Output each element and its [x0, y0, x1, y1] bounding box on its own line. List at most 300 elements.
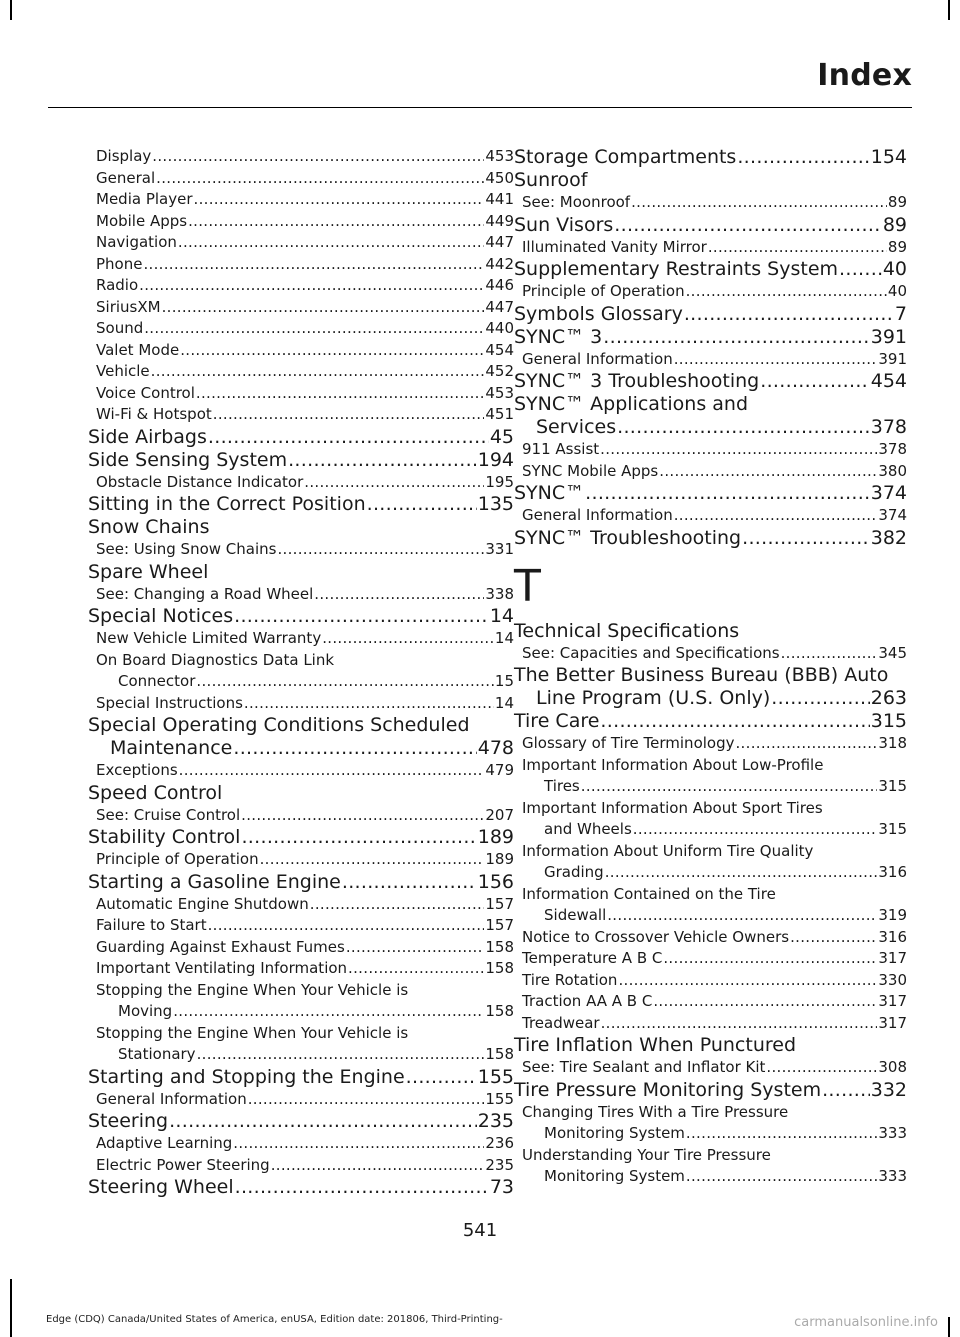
entry-label: Glossary of Tire Terminology	[522, 734, 735, 752]
index-heading: SYNC™ Applications and	[514, 393, 749, 415]
edition-footer: Edge (CDQ) Canada/United States of America, enUSA, Edition date: 201806, Third-Printing-	[46, 1314, 503, 1325]
entry-label: Voice Control	[96, 383, 195, 402]
index-subentry[interactable]	[514, 733, 907, 755]
page-ref[interactable]: 378	[878, 440, 907, 458]
index-subentry[interactable]	[514, 948, 907, 970]
page-ref[interactable]: 194	[477, 448, 514, 471]
index-subentry[interactable]	[514, 1123, 907, 1145]
index-subentry[interactable]	[514, 1013, 907, 1035]
dot-leader	[235, 1176, 489, 1199]
entry-label: Guarding Against Exhaust Fumes	[96, 937, 345, 956]
page-ref[interactable]: 454	[870, 370, 907, 392]
index-subentry[interactable]	[514, 505, 907, 527]
page-ref[interactable]: 315	[878, 777, 907, 795]
page-ref[interactable]: 447	[485, 297, 514, 316]
page-ref[interactable]: 207	[485, 805, 514, 824]
page-ref[interactable]: 382	[870, 526, 907, 549]
entry-label: Side Sensing System	[88, 448, 288, 471]
entry-label: Stationary	[118, 1045, 196, 1063]
index-subentry[interactable]	[88, 693, 514, 715]
index-entry[interactable]	[514, 303, 907, 326]
entry-label: Storage Compartments	[514, 146, 737, 168]
entry-label: See: Moonroof	[522, 193, 631, 211]
page-ref[interactable]: 158	[485, 937, 514, 956]
entry-label: and Wheels	[544, 820, 632, 838]
index-entry[interactable]	[514, 710, 907, 733]
entry-label: SYNC™ 3	[514, 325, 603, 348]
entry-label: Illuminated Vanity Mirror	[522, 237, 707, 256]
entry-label: Sitting in the Correct Position	[88, 493, 366, 515]
index-entry[interactable]	[514, 370, 907, 393]
page-ref[interactable]: 453	[485, 147, 514, 165]
dot-leader	[151, 361, 485, 383]
entry-label: See: Cruise Control	[96, 805, 241, 824]
entry-label: Special Instructions	[96, 693, 243, 712]
entry-label: Exceptions	[96, 761, 178, 779]
header-divider	[48, 107, 912, 108]
index-subentry[interactable]	[88, 472, 514, 494]
index-subentry[interactable]	[514, 819, 907, 841]
index-subentry[interactable]	[514, 970, 907, 992]
entry-label: See: Using Snow Chains	[96, 540, 277, 558]
index-subentry[interactable]	[88, 297, 514, 319]
entry-label: 911 Assist	[522, 440, 600, 458]
page-ref[interactable]: 331	[485, 540, 514, 558]
dot-leader	[314, 584, 484, 606]
entry-label: New Vehicle Limited Warranty	[96, 629, 322, 647]
index-subheading: Stopping the Engine When Your Vehicle is	[96, 980, 409, 999]
index-entry[interactable]	[88, 826, 514, 849]
index-subentry[interactable]	[88, 937, 514, 959]
page-ref[interactable]: 235	[485, 1155, 514, 1174]
dot-leader	[244, 693, 494, 715]
index-subentry[interactable]	[514, 643, 907, 665]
index-entry[interactable]	[88, 426, 514, 449]
dot-leader	[208, 426, 489, 449]
entry-label: General	[96, 168, 156, 187]
entry-label: Principle of Operation	[96, 850, 259, 868]
entry-label: Automatic Engine Shutdown	[96, 894, 309, 913]
dot-leader	[194, 189, 485, 211]
index-entry[interactable]	[88, 1110, 514, 1133]
index-subentry[interactable]	[88, 760, 514, 782]
page-ref[interactable]: 333	[878, 1124, 907, 1142]
entry-label: Starting a Gasoline Engine	[88, 870, 341, 893]
page-ref[interactable]: 374	[870, 482, 907, 504]
page-ref[interactable]: 189	[485, 850, 514, 868]
page-ref[interactable]: 315	[870, 710, 907, 732]
index-entry[interactable]	[88, 1176, 514, 1199]
dot-leader	[304, 472, 484, 494]
entry-label: Steering Wheel	[88, 1176, 234, 1198]
page-ref[interactable]: 40	[887, 282, 907, 300]
index-entry[interactable]	[88, 605, 514, 628]
page-ref[interactable]: 158	[485, 1002, 514, 1020]
page-ref[interactable]: 155	[485, 1089, 514, 1108]
entry-label: Vehicle	[96, 362, 150, 380]
page-ref[interactable]: 15	[494, 672, 514, 690]
dot-leader	[152, 146, 484, 168]
index-subentry[interactable]	[88, 211, 514, 233]
crop-mark-top-left	[10, 0, 12, 20]
page-ref[interactable]: 73	[489, 1176, 514, 1198]
dot-leader	[143, 254, 484, 276]
entry-label: Special Notices	[88, 605, 234, 627]
index-subentry[interactable]	[88, 1001, 514, 1023]
index-heading: Spare Wheel	[88, 560, 209, 583]
dot-leader	[322, 628, 494, 650]
index-subentry[interactable]	[88, 1044, 514, 1066]
entry-label: Tire Rotation	[522, 970, 618, 989]
watermark-site: carmanualsonline.info	[794, 1315, 938, 1330]
index-entry[interactable]	[514, 687, 907, 710]
dot-leader	[686, 1166, 877, 1188]
entry-label: See: Capacities and Specifications	[522, 643, 780, 662]
index-entry[interactable]	[514, 1079, 907, 1102]
index-subheading: Changing Tires With a Tire Pressure	[522, 1102, 789, 1121]
dot-leader	[617, 416, 870, 439]
dot-leader	[618, 970, 877, 992]
index-subentry[interactable]	[514, 862, 907, 884]
dot-leader	[603, 326, 869, 349]
entry-label: SYNC™ 3 Troubleshooting	[514, 370, 760, 392]
page-ref[interactable]: 14	[494, 693, 514, 712]
index-subentry[interactable]	[514, 905, 907, 927]
entry-label: Sun Visors	[514, 213, 614, 236]
index-subentry[interactable]	[514, 439, 907, 461]
dot-leader	[614, 214, 882, 237]
index-subentry[interactable]	[88, 1155, 514, 1177]
page-ref[interactable]: 391	[878, 349, 907, 368]
index-subentry[interactable]	[88, 254, 514, 276]
page-ref[interactable]: 195	[485, 472, 514, 491]
dot-leader	[684, 303, 894, 326]
index-entry[interactable]	[514, 214, 907, 237]
index-heading: Sunroof	[514, 169, 588, 191]
dot-leader	[766, 1057, 877, 1079]
index-subentry[interactable]	[88, 189, 514, 211]
index-subentry[interactable]	[514, 461, 907, 483]
dot-leader	[144, 318, 484, 340]
index-subentry[interactable]	[514, 237, 907, 259]
page-ref[interactable]: 235	[477, 1110, 514, 1132]
dot-leader	[735, 733, 877, 755]
dot-leader	[674, 505, 878, 527]
dot-leader	[760, 370, 869, 393]
entry-label: Steering	[88, 1110, 169, 1132]
entry-label: SYNC Mobile Apps	[522, 461, 659, 480]
page-ref[interactable]: 380	[878, 461, 907, 480]
dot-leader	[659, 461, 877, 483]
index-subheading: Important Information About Low-Profile	[522, 755, 824, 774]
page-ref[interactable]: 317	[878, 1013, 907, 1032]
entry-label: See: Changing a Road Wheel	[96, 584, 314, 603]
page-ref[interactable]: 316	[878, 863, 907, 881]
page-ref[interactable]: 45	[489, 425, 514, 448]
page-ref[interactable]: 453	[485, 383, 514, 402]
entry-label: See: Tire Sealant and Inflator Kit	[522, 1058, 766, 1076]
index-column-left	[88, 146, 514, 1199]
page-ref[interactable]: 450	[485, 168, 514, 187]
entry-label: Navigation	[96, 233, 177, 251]
page-ref[interactable]: 154	[870, 146, 907, 168]
entry-label: Sound	[96, 319, 144, 337]
page-ref[interactable]: 157	[485, 916, 514, 934]
index-subentry[interactable]	[514, 349, 907, 371]
index-subentry[interactable]	[514, 1057, 907, 1079]
entry-label: Mobile Apps	[96, 211, 188, 230]
entry-label: Wi-Fi & Hotspot	[96, 405, 212, 423]
index-subheading: Understanding Your Tire Pressure	[522, 1145, 771, 1164]
index-subentry[interactable]	[88, 671, 514, 693]
entry-label: Line Program (U.S. Only)	[536, 687, 771, 709]
index-subheading: Information About Uniform Tire Quality	[522, 841, 814, 860]
entry-label: Services	[536, 416, 617, 438]
dot-leader	[179, 760, 485, 782]
page-ref[interactable]: 449	[485, 211, 514, 230]
entry-label: Radio	[96, 276, 139, 294]
index-heading: The Better Business Bureau (BBB) Auto	[514, 664, 889, 686]
entry-label: Grading	[544, 863, 604, 881]
index-heading: Technical Specifications	[514, 619, 740, 642]
dot-leader	[241, 805, 484, 827]
page-ref[interactable]: 317	[878, 992, 907, 1010]
entry-label: Treadwear	[522, 1013, 600, 1032]
dot-leader	[213, 404, 485, 426]
dot-leader	[233, 737, 476, 760]
page-ref[interactable]: 454	[485, 340, 514, 359]
dot-leader	[196, 383, 484, 405]
page-ref[interactable]: 158	[485, 1045, 514, 1063]
entry-label: Failure to Start	[96, 916, 207, 934]
page-number: 541	[462, 1220, 498, 1241]
index-entry[interactable]	[514, 482, 907, 505]
section-letter: T	[514, 560, 541, 612]
index-subheading: Important Information About Sport Tires	[522, 798, 823, 817]
page-ref[interactable]: 158	[485, 959, 514, 977]
dot-leader	[771, 687, 869, 710]
index-entry[interactable]	[88, 1066, 514, 1089]
page-ref[interactable]: 447	[485, 233, 514, 251]
page-ref[interactable]: 440	[485, 319, 514, 337]
index-entry[interactable]	[514, 527, 907, 550]
page-ref[interactable]: 378	[870, 416, 907, 438]
dot-leader	[346, 937, 485, 959]
dot-leader	[277, 539, 484, 561]
dot-leader	[248, 1089, 485, 1111]
dot-leader	[653, 991, 877, 1013]
page-ref[interactable]: 89	[887, 237, 907, 256]
index-subentry[interactable]	[88, 146, 514, 168]
page-ref[interactable]: 332	[870, 1078, 907, 1101]
index-subentry[interactable]	[88, 383, 514, 405]
index-subentry[interactable]	[88, 805, 514, 827]
index-subentry[interactable]	[88, 168, 514, 190]
entry-label: Side Airbags	[88, 425, 207, 448]
page-ref[interactable]: 155	[477, 1065, 514, 1088]
entry-label: Obstacle Distance Indicator	[96, 472, 304, 491]
dot-leader	[585, 482, 870, 505]
entry-label: General Information	[522, 506, 673, 524]
page-ref[interactable]: 319	[878, 906, 907, 924]
entry-label: Media Player	[96, 190, 193, 208]
index-subheading: Information Contained on the Tire	[522, 884, 776, 903]
index-entry[interactable]	[514, 258, 907, 281]
crop-mark-top-right	[948, 0, 950, 20]
dot-leader	[600, 439, 877, 461]
entry-label: Display	[96, 147, 152, 165]
index-entry[interactable]	[88, 493, 514, 516]
entry-label: General Information	[96, 1089, 247, 1108]
index-subentry[interactable]	[88, 404, 514, 426]
index-subentry[interactable]	[514, 1166, 907, 1188]
index-subentry[interactable]	[88, 1089, 514, 1111]
dot-leader	[260, 849, 485, 871]
index-subentry[interactable]	[88, 958, 514, 980]
dot-leader	[139, 275, 484, 297]
page-ref[interactable]: 135	[477, 493, 514, 515]
index-entry[interactable]	[514, 416, 907, 439]
page-ref[interactable]: 189	[477, 826, 514, 848]
entry-label: Stability Control	[88, 826, 241, 848]
entry-label: Electric Power Steering	[96, 1155, 270, 1174]
entry-label: Tire Pressure Monitoring System	[514, 1078, 822, 1101]
dot-leader	[600, 710, 869, 733]
page-ref[interactable]: 316	[878, 927, 907, 946]
page-ref[interactable]: 479	[485, 761, 514, 779]
page-ref[interactable]: 333	[878, 1167, 907, 1185]
index-heading: Tire Inflation When Punctured	[514, 1034, 797, 1056]
page-ref[interactable]: 338	[485, 584, 514, 603]
index-subentry[interactable]	[88, 894, 514, 916]
dot-leader	[708, 237, 887, 259]
page-ref[interactable]: 345	[878, 643, 907, 662]
index-subentry[interactable]	[88, 318, 514, 340]
entry-label: SYNC™ Troubleshooting	[514, 526, 742, 549]
index-subentry[interactable]	[88, 1133, 514, 1155]
page-ref[interactable]: 263	[870, 687, 907, 709]
page-ref[interactable]: 442	[485, 254, 514, 273]
index-entry[interactable]	[514, 146, 907, 169]
index-subentry[interactable]	[88, 849, 514, 871]
entry-label: Moving	[118, 1002, 173, 1020]
index-entry[interactable]	[88, 737, 514, 760]
index-subentry[interactable]	[88, 628, 514, 650]
dot-leader	[686, 1123, 877, 1145]
page-ref[interactable]: 441	[485, 190, 514, 208]
index-heading: Snow Chains	[88, 516, 210, 538]
dot-leader	[633, 819, 878, 841]
page-ref[interactable]: 156	[477, 870, 514, 893]
dot-leader	[310, 894, 485, 916]
page-ref[interactable]: 452	[485, 362, 514, 380]
page-ref[interactable]: 7	[894, 302, 907, 325]
entry-label: Symbols Glossary	[514, 302, 683, 325]
entry-label: SiriusXM	[96, 297, 161, 316]
index-subentry[interactable]	[514, 281, 907, 303]
page-ref[interactable]: 446	[485, 276, 514, 294]
page-title: Index	[817, 58, 912, 93]
page-ref[interactable]: 318	[878, 734, 907, 752]
dot-leader	[839, 258, 882, 281]
page-ref[interactable]: 451	[485, 405, 514, 423]
dot-leader	[196, 671, 494, 693]
entry-label: Connector	[118, 672, 196, 690]
dot-leader	[367, 493, 477, 516]
index-subentry[interactable]	[88, 275, 514, 297]
dot-leader	[173, 1001, 484, 1023]
index-subentry[interactable]	[88, 539, 514, 561]
page-ref[interactable]: 89	[882, 213, 907, 236]
dot-leader	[180, 340, 484, 362]
entry-label: Monitoring System	[544, 1167, 685, 1185]
index-subentry[interactable]	[88, 915, 514, 937]
index-entry[interactable]	[88, 449, 514, 472]
page-ref[interactable]: 157	[485, 894, 514, 913]
page-ref[interactable]: 391	[870, 325, 907, 348]
dot-leader	[234, 605, 489, 628]
dot-leader	[188, 211, 484, 233]
page-ref[interactable]: 14	[489, 605, 514, 627]
dot-leader	[178, 232, 484, 254]
dot-leader	[737, 146, 869, 169]
index-subentry[interactable]	[88, 361, 514, 383]
index-heading: Speed Control	[88, 781, 223, 804]
index-subentry[interactable]	[514, 991, 907, 1013]
page-ref[interactable]: 308	[878, 1058, 907, 1076]
index-subentry[interactable]	[514, 927, 907, 949]
page-ref[interactable]: 89	[887, 193, 907, 211]
index-subentry[interactable]	[88, 232, 514, 254]
dot-leader	[271, 1155, 485, 1177]
page-ref[interactable]: 374	[878, 506, 907, 524]
page-ref[interactable]: 317	[878, 949, 907, 967]
dot-leader	[631, 192, 887, 214]
page-ref[interactable]: 236	[485, 1134, 514, 1152]
dot-leader	[233, 1133, 484, 1155]
index-subentry[interactable]	[514, 776, 907, 798]
dot-leader	[406, 1066, 477, 1089]
dot-leader	[208, 915, 485, 937]
dot-leader	[162, 297, 485, 319]
index-entry[interactable]	[514, 326, 907, 349]
index-subentry[interactable]	[88, 340, 514, 362]
index-subentry[interactable]	[88, 584, 514, 606]
page-ref[interactable]: 330	[878, 970, 907, 989]
dot-leader	[605, 862, 878, 884]
dot-leader	[686, 281, 887, 303]
dot-leader	[348, 958, 484, 980]
entry-label: Adaptive Learning	[96, 1134, 233, 1152]
index-subentry[interactable]	[514, 192, 907, 214]
crop-mark-bottom-right	[948, 1317, 950, 1337]
page-ref[interactable]: 315	[878, 820, 907, 838]
entry-label: Supplementary Restraints System	[514, 258, 839, 280]
page-ref[interactable]: 14	[494, 629, 514, 647]
page-ref[interactable]: 40	[882, 258, 907, 280]
entry-label: Maintenance	[110, 737, 233, 759]
entry-label: Tires	[544, 777, 580, 795]
entry-label: Sidewall	[544, 906, 607, 924]
dot-leader	[601, 1013, 878, 1035]
index-entry[interactable]	[88, 871, 514, 894]
entry-label: Phone	[96, 254, 143, 273]
entry-label: SYNC™	[514, 482, 585, 504]
page-ref[interactable]: 478	[477, 737, 514, 759]
dot-leader	[288, 449, 477, 472]
entry-label: General Information	[522, 349, 673, 368]
entry-label: Tire Care	[514, 710, 600, 732]
